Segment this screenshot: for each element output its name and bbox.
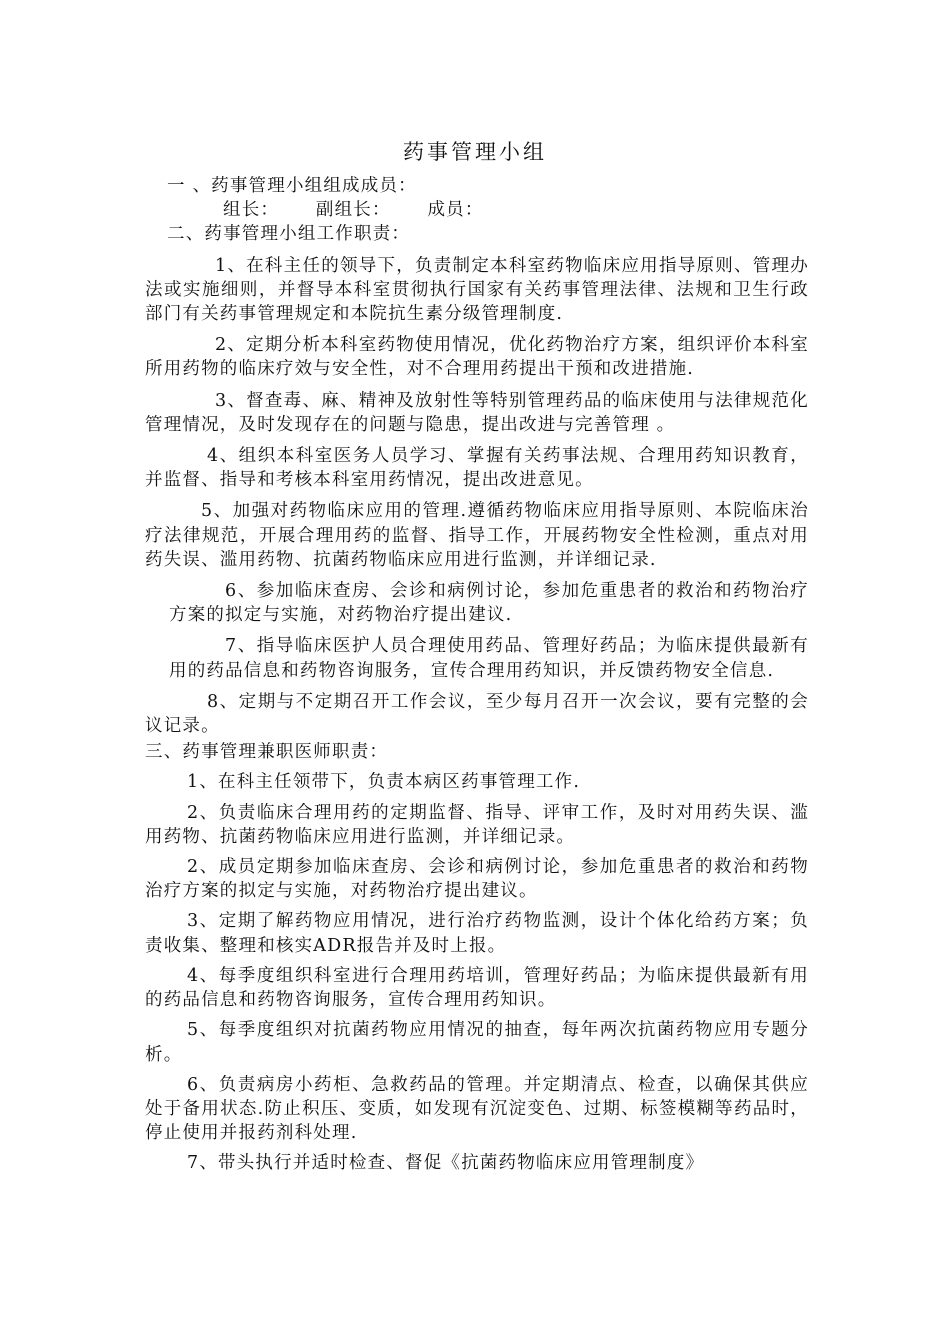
duty-item-8: 8、定期与不定期召开工作会议，至少每月召开一次会议，要有完整的会议记录。 [145, 691, 809, 737]
physician-item-2: 2、负责临床合理用药的定期监督、指导、评审工作，及时对用药失误、滥用药物、抗菌药物临床应用进行监测，并详细记录。 [145, 802, 809, 847]
deputy-label: 副组长： [315, 200, 391, 221]
section1-heading: 一 、药事管理小组组成成员： [167, 176, 417, 196]
duty-item-7: 7、指导临床医护人员合理使用药品、管理好药品；为临床提供最新有用的药品信息和药物咨询服务，宣传合理用药知识，并反馈药物安全信息. [169, 636, 809, 681]
members-line [145, 198, 809, 222]
duty-item-5: 5、加强对药物临床应用的管理.遵循药物临床应用指导原则、本院临床治疗法律规范，开展合理用药的监督、指导工作，开展药物安全性检测，重点对用药失误、滥用药物、抗菌药物临床应用进行监测，并详细记录. [145, 501, 809, 570]
section2-heading: 二、药事管理小组工作职责： [167, 224, 411, 245]
section3-heading: 三、药事管理兼职医师职责： [145, 742, 389, 763]
duty-item-1: 1、在科主任的领导下，负责制定本科室药物临床应用指导原则、管理办法或实施细则，并督导本科室贯彻执行国家有关药事管理法律、法规和卫生行政部门有关药事管理规定和本院抗生素分级管理制度. [145, 255, 809, 325]
physician-item-5: 5、每季度组织对抗菌药物应用情况的抽查，每年两次抗菌药物应用专题分析。 [145, 1020, 809, 1065]
physician-item-2b: 2、成员定期参加临床查房、会诊和病例讨论，参加危重患者的救治和药物治疗方案的拟定与实施，对药物治疗提出建议。 [145, 857, 809, 902]
duty-item-3: 3、督查毒、麻、精神及放射性等特别管理药品的临床使用与法律规范化管理情况，及时发现存在的问题与隐患，提出改进与完善管理 。 [145, 390, 809, 435]
document-title: 药事管理小组 [403, 140, 547, 164]
members-label: 成员： [427, 200, 484, 221]
physician-item-4: 4、每季度组织科室进行合理用药培训，管理好药品；为临床提供最新有用的药品信息和药物咨询服务，宣传合理用药知识。 [145, 965, 809, 1011]
physician-item-6: 6、负责病房小药柜、急救药品的管理。并定期清点、检查，以确保其供应处于备用状态.防止积压、变质，如发现有沉淀变色、过期、标签模糊等药品时，停止使用并报药剂科处理. [145, 1074, 809, 1144]
physician-item-1: 1、在科主任领带下，负责本病区药事管理工作. [187, 772, 581, 793]
physician-item-7: 7、带头执行并适时检查、督促《抗菌药物临床应用管理制度》 [187, 1153, 705, 1174]
document-body [145, 174, 809, 1176]
duty-item-2: 2、定期分析本科室药物使用情况，优化药物治疗方案，组织评价本科室所用药物的临床疗效与安全性，对不合理用药提出干预和改进措施. [145, 335, 809, 380]
duty-item-4: 4、组织本科室医务人员学习、掌握有关药事法规、合理用药知识教育，并监督、指导和考核本科室用药情况，提出改进意见。 [145, 446, 809, 491]
duty-item-6: 6、参加临床查房、会诊和病例讨论，参加危重患者的救治和药物治疗方案的拟定与实施，对药物治疗提出建议. [169, 581, 809, 626]
physician-item-3: 3、定期了解药物应用情况，进行治疗药物监测，设计个体化给药方案；负责收集、整理和核实ADR报告并及时上报。 [145, 911, 809, 956]
leader-label: 组长： [223, 200, 280, 221]
